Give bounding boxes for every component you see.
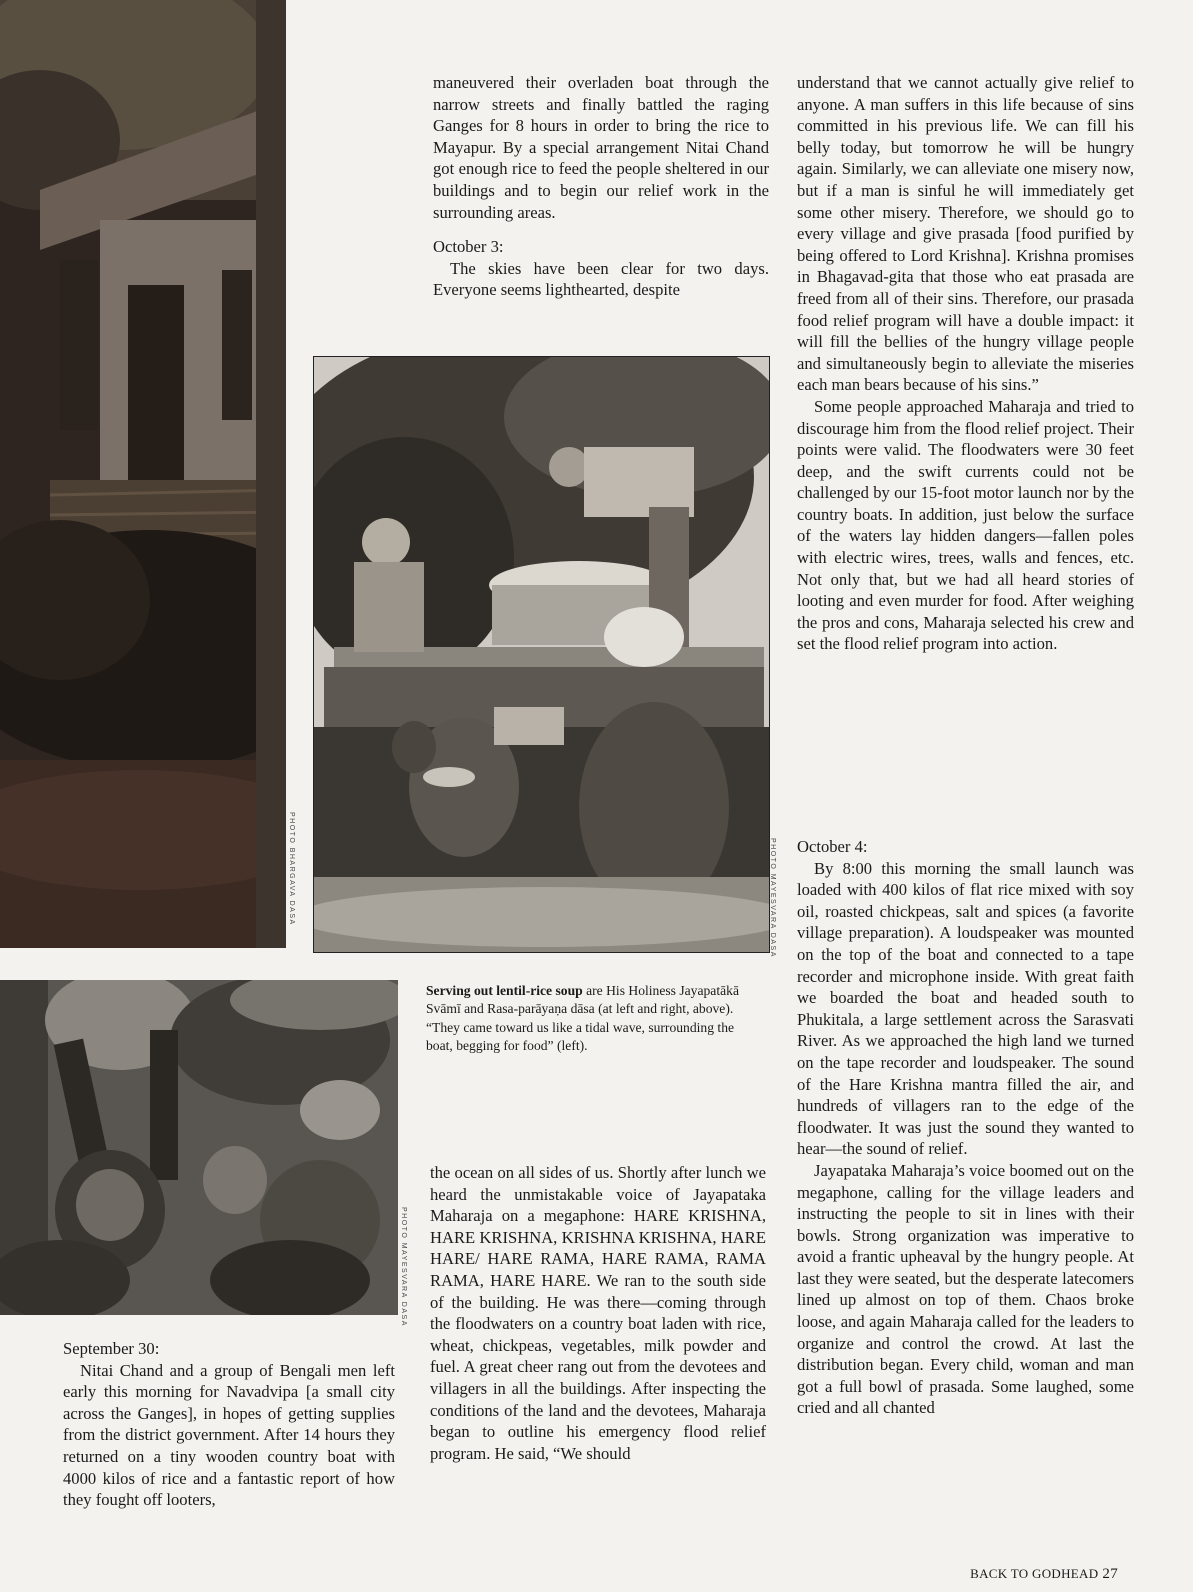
column-right-bottom — [797, 836, 1134, 1419]
caption-lead: Serving out lentil-rice soup — [426, 983, 583, 998]
paragraph: Jayapataka Maharaja’s voice boomed out on the megaphone, calling for the village leaders and instructing the people to sit in lines with their bowls. Strong organization was imperative to avoid a frantic upheaval by the hungry people. At last they were seated, but the desperate latecomers lined up almost on top of them. Chaos broke loose, and again Maharaja called for the leaders to organize and control the crowd. At last the distribution began. Every child, woman and man got a full bowl of prasada. Some laughed, some cried and all chanted — [797, 1160, 1134, 1418]
paragraph: By 8:00 this morning the small launch was loaded with 400 kilos of flat rice mixed with soy oil, roasted chickpeas, salt and spices (a favorite village preparation). A loudspeaker was mounted on the top of the boat and connected to a tape recorder and microphone inside. With great faith we boarded the boat and headed south to Phukitala, a large settlement across the Sarasvati River. As we approached the high land we turned on the tape recorder and loudspeaker. The sound of the Hare Krishna mantra filled the air, and hundreds of villagers ran to the edge of the floodwater. It was just the sound they wanted to hear—the sound of relief. — [797, 858, 1134, 1159]
column-right-top — [797, 72, 1134, 655]
photo-credit-bottom-left: PHOTO MAYESVARA DASA — [400, 1207, 407, 1327]
page-number: 27 — [1102, 1566, 1118, 1582]
photo-house-in-trees — [0, 0, 286, 948]
date-heading: September 30: — [63, 1339, 160, 1358]
date-heading: October 4: — [797, 837, 868, 856]
caption-body: are His Holiness Jayapatākā Svāmī and Rasa-parāyaṇa dāsa (at left and right, above). “They came toward us like a tidal wave, surrounding the boat, begging for food” (left). — [426, 983, 739, 1054]
photo-credit-top-left: PHOTO BHARGAVA DASA — [288, 812, 295, 926]
date-heading: October 3: — [433, 237, 504, 257]
column-left-bottom — [63, 1338, 395, 1511]
paragraph: understand that we cannot actually give relief to anyone. A man suffers in this life because of sins committed in his previous life. We can fill his belly today, but tomorrow he will be hungry again. Similarly, we can alleviate one misery now, but if a man is sinful he will immediately get some other misery. Therefore, we should go to every village and give prasada [food purified by being offered to Lord Krishna]. Krishna promises in Bhagavad-gita that those who eat prasada are freed from all of their sins. Therefore, our prasada food relief program will have a double impact: it will fill the bellies of the hungry village people and simultaneously begin to alleviate the miseries each man bears because of his sins.” — [797, 73, 1134, 395]
paragraph: the ocean on all sides of us. Shortly after lunch we heard the unmistakable voice of Jayapataka Maharaja on a megaphone: HARE KRISHNA, HARE KRISHNA, KRISHNA KRISHNA, HARE HARE/ HARE RAMA, HARE RAMA, RAMA RAMA, HARE HARE. We ran to the south side of the building. He was there—coming through the floodwaters on a country boat laden with rice, wheat, chickpeas, vegetables, milk powder and fuel. A great cheer rang out from the devotees and villagers in all the buildings. After inspecting the conditions of the land and the devotees, Maharaja began to outline his emergency flood relief program. He said, “We should — [430, 1163, 766, 1463]
photo-villagers-begging — [0, 980, 398, 1315]
photo-caption — [426, 982, 756, 1056]
column-middle-top — [433, 72, 769, 301]
paragraph: maneuvered their overladen boat through the narrow streets and finally battled the raging Ganges for 8 hours in order to bring the rice to Mayapur. By a special arrangement Nitai Chand got enough rice to feed the people sheltered in our buildings and to begin our relief work in the surrounding areas. — [433, 73, 769, 222]
column-middle-bottom — [430, 1162, 766, 1464]
photo-serving-soup — [313, 356, 770, 953]
photo-credit-center: PHOTO MAYESVARA DASA — [769, 838, 776, 958]
page-footer — [970, 1566, 1118, 1583]
paragraph: The skies have been clear for two days. Everyone seems lighthearted, despite — [433, 258, 769, 300]
magazine-title: BACK TO GODHEAD — [970, 1566, 1099, 1581]
paragraph: Nitai Chand and a group of Bengali men left early this morning for Navadvipa [a small city across the Ganges], in hopes of getting supplies from the district government. After 14 hours they returned on a tiny wooden country boat with 4000 kilos of rice and a fantastic report of how they fought off looters, — [63, 1360, 395, 1510]
paragraph: Some people approached Maharaja and tried to discourage him from the flood relief project. Their points were valid. The floodwaters were 30 feet deep, and the swift currents could not be challenged by our 15-foot motor launch nor by the country boats. In addition, just below the surface of the waters lay hidden dangers—fallen poles with electric wires, trees, walls and fences, etc. Not only that, but we had all heard stories of looting and even murder for food. After weighing the pros and cons, Maharaja selected his crew and set the flood relief program into action. — [797, 396, 1134, 654]
